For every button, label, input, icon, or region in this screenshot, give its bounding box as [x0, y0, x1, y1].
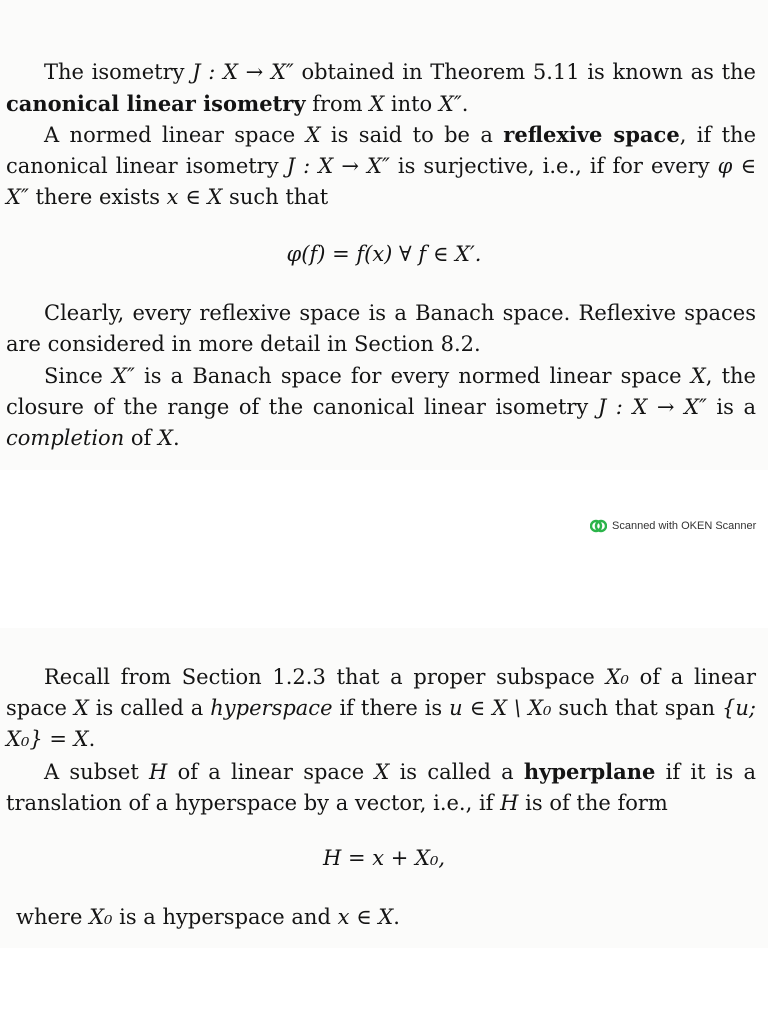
oken-logo-icon	[590, 519, 607, 533]
watermark-text: Scanned with OKEN Scanner	[612, 520, 757, 532]
math-run: X	[690, 364, 706, 388]
text-run: if there is	[332, 696, 450, 720]
scanner-watermark	[590, 516, 756, 536]
math-run: X	[369, 92, 385, 116]
definition-term: hyperplane	[523, 759, 656, 784]
text-run: , if the canonical linear isometry	[6, 123, 757, 178]
text-run: where	[16, 905, 90, 929]
math-run: {u; X₀} = X	[6, 696, 756, 751]
math-run: X	[374, 760, 390, 784]
text-run: , the closure of the range of the canonical linear isometry	[6, 364, 756, 419]
text-run: .	[393, 905, 400, 929]
math-run: H	[500, 791, 519, 815]
text-run: such that span	[551, 696, 723, 720]
text-run: of	[124, 426, 159, 450]
math-run: X₀	[605, 665, 629, 689]
text-run: The isometry	[44, 60, 193, 84]
text-run: .	[172, 426, 180, 450]
text-run: Since	[44, 364, 112, 388]
text-run: is a Banach space for every normed linear space	[134, 364, 691, 388]
definition-term: reflexive space	[503, 122, 680, 147]
text-run: of a linear space	[167, 760, 375, 784]
text-run: is said to be a	[320, 123, 504, 147]
math-run: φ ∈ X″	[6, 154, 756, 209]
text-run: is called a	[88, 696, 211, 720]
text-run: obtained in Theorem 5.11 is known as the	[293, 60, 756, 84]
math-run: x ∈ X	[337, 905, 394, 929]
text-run: A normed linear space	[44, 123, 306, 147]
math-run: X″	[112, 364, 135, 388]
text-run: Recall from Section 1.2.3 that a proper subspace	[44, 665, 606, 689]
text-run: A subset	[44, 760, 150, 784]
math-run: x ∈ X	[166, 185, 223, 209]
equation-reflexive: φ(f) = f(x) ∀ f ∈ X′.	[286, 242, 482, 266]
paragraph-hyperplane-remark	[16, 902, 766, 933]
text-run: is a	[706, 395, 756, 419]
math-run: X₀	[89, 905, 113, 929]
text-run: is of the form	[518, 791, 668, 815]
math-run: X″	[438, 92, 462, 116]
paragraph-hyperplane-definition	[6, 756, 756, 819]
text-run: such that	[222, 185, 329, 209]
math-run: J : X → X″	[597, 395, 707, 419]
text-run: is surjective, i.e., if for every	[389, 154, 718, 178]
emphasized-term: hyperspace	[210, 696, 333, 720]
text-run: from	[305, 92, 370, 116]
emphasized-term: completion	[6, 426, 125, 450]
text-run: there exists	[28, 185, 167, 209]
text-run: .	[88, 727, 96, 751]
paragraph-reflexive-space-definition	[6, 119, 756, 213]
math-run: X	[305, 123, 321, 147]
paragraph-canonical-isometry	[6, 57, 756, 120]
math-run: H	[149, 760, 168, 784]
definition-term: canonical linear isometry	[6, 91, 306, 116]
text-run: into	[384, 92, 439, 116]
paragraph-completion	[6, 361, 756, 454]
math-run: X	[158, 426, 173, 450]
math-run: X	[73, 696, 89, 720]
text-run: .	[461, 92, 469, 116]
math-run: J : X → X″	[286, 154, 390, 178]
math-run: J : X → X″	[192, 60, 294, 84]
paragraph-hyperspace-definition	[6, 662, 756, 755]
text-run: is called a	[389, 760, 524, 784]
text-run: is a hyperspace and	[112, 905, 338, 929]
paragraph-banach-remark: Clearly, every reflexive space is a Banach space. Reflexive spaces are considered in more detail in Section 8.2.	[6, 301, 756, 356]
equation-hyperplane: H = x + X₀,	[322, 846, 446, 870]
math-run: u ∈ X \ X₀	[449, 696, 552, 720]
text-run: if it is a translation of a hyperspace by a vector, i.e., if	[6, 760, 757, 815]
text-run: of a linear space	[6, 665, 756, 720]
